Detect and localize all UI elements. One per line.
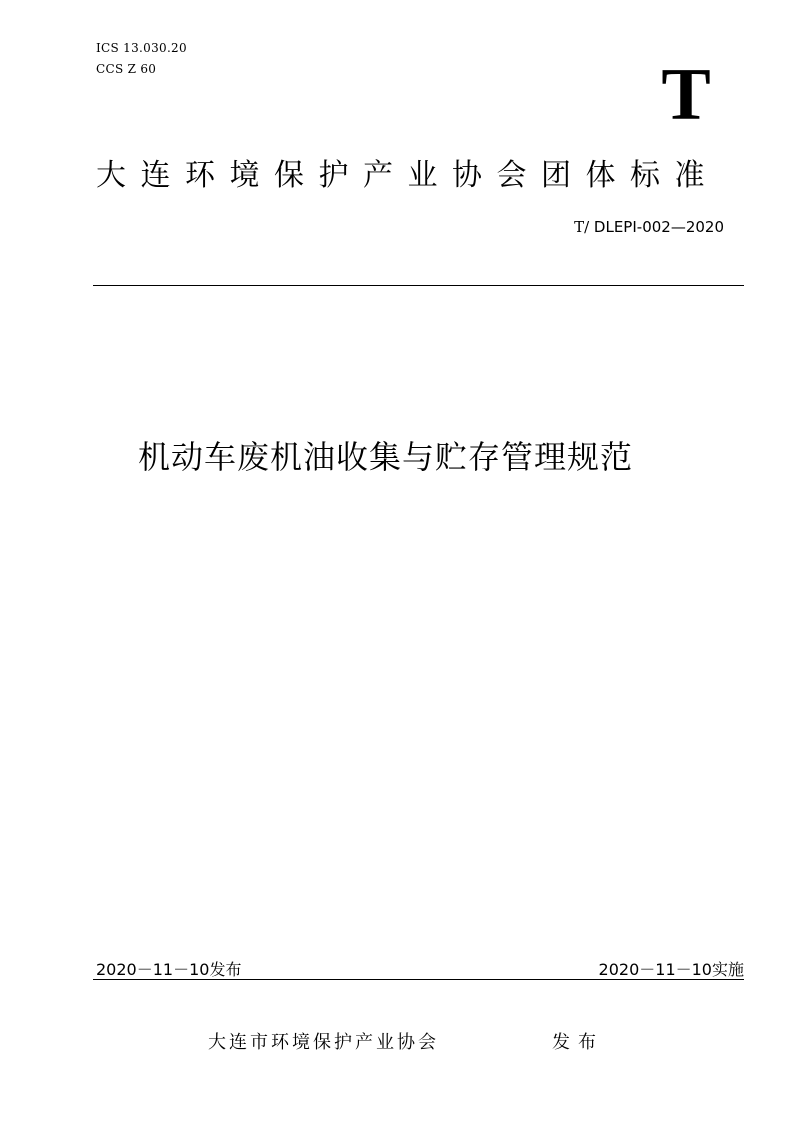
standard-number-code: DLEPI-002—2020: [589, 218, 724, 236]
top-divider: [93, 285, 744, 286]
ics-code: ICS 13.030.20: [96, 41, 187, 55]
implement-date: 2020－11－10实施: [598, 960, 744, 979]
standard-number: [574, 218, 724, 236]
publisher-name: 大连市环境保护产业协会: [208, 1032, 439, 1053]
standard-type-logo: T: [661, 54, 711, 136]
ccs-code: CCS Z 60: [96, 62, 157, 76]
standard-number-prefix: T/: [574, 218, 590, 236]
org-standard-title: 大连环境保护产业协会团体标准: [96, 158, 719, 193]
publish-date: 2020－11－10发布: [96, 960, 242, 979]
publish-label: 发布: [552, 1032, 604, 1053]
document-title: 机动车废机油收集与贮存管理规范: [138, 438, 634, 476]
bottom-divider: [93, 979, 744, 980]
